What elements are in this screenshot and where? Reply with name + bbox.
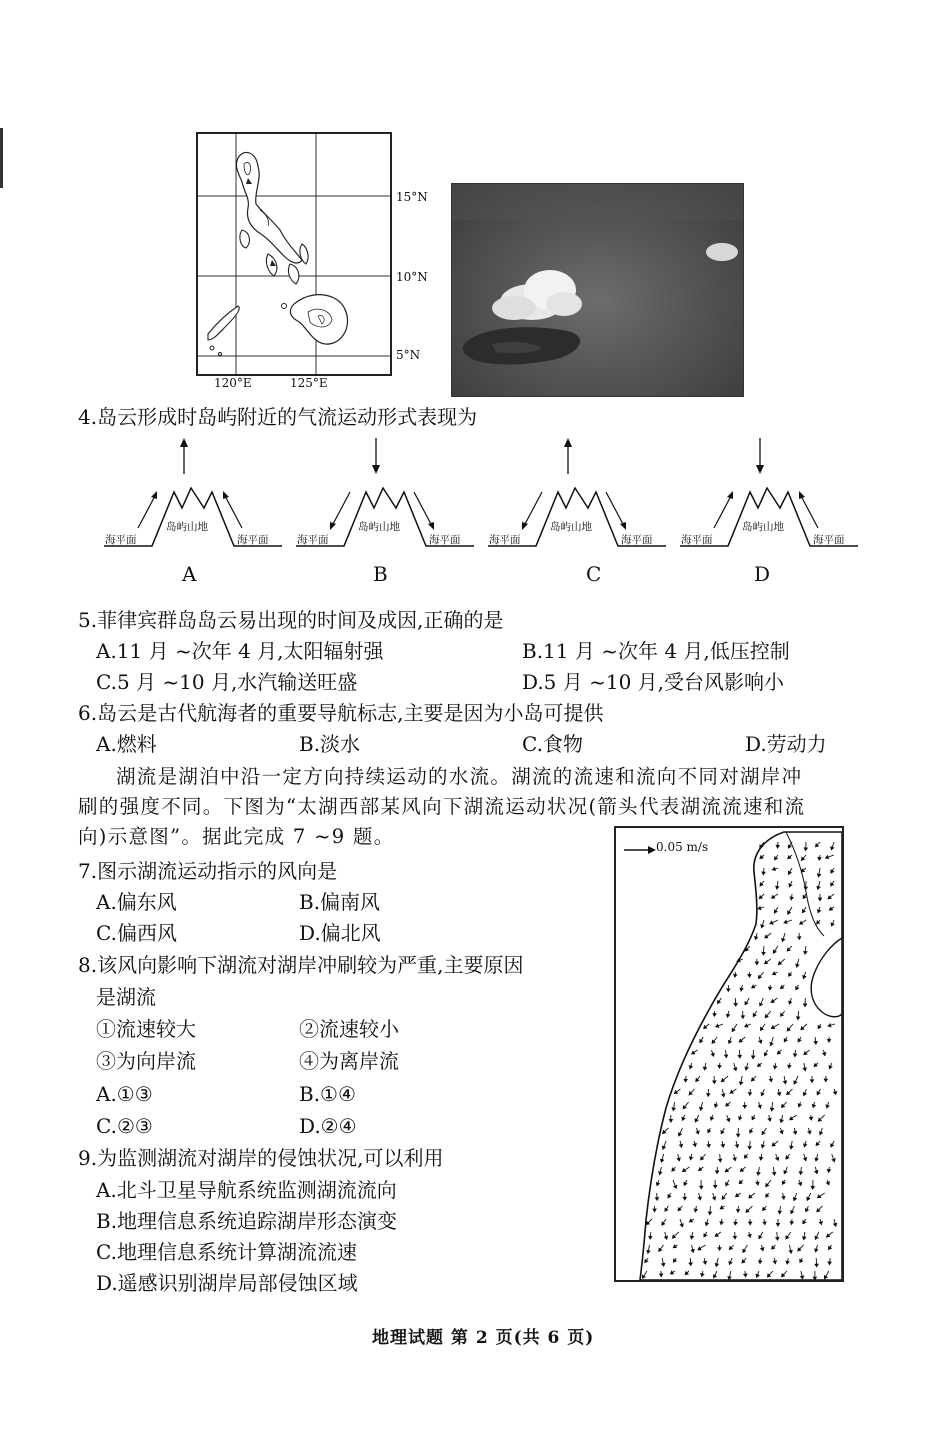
passage-line-3: 向)示意图”。据此完成 7 ~9 题。: [78, 825, 395, 848]
question-5: 5.菲律宾群岛岛云易出现的时间及成因,正确的是: [78, 608, 504, 632]
q6-option-b: B.淡水: [299, 732, 361, 756]
diagram-b: [292, 436, 482, 551]
diagram-d-sea-left: 海平面: [681, 534, 713, 546]
question-4: 4.岛云形成时岛屿附近的气流运动形式表现为: [78, 405, 478, 429]
q8-item-1: ①流速较大: [96, 1017, 196, 1041]
q8-item-2: ②流速较小: [299, 1017, 399, 1041]
q8-option-c: C.②③: [96, 1114, 153, 1138]
diagram-c: [484, 436, 674, 551]
lat-label-15n: 15°N: [396, 190, 428, 204]
q9-option-a: A.北斗卫星导航系统监测湖流流向: [96, 1178, 397, 1202]
diagram-b-letter: B: [373, 562, 388, 586]
lake-current-map: [614, 826, 844, 1282]
page-footer: 地理试题 第 2 页(共 6 页): [372, 1328, 595, 1348]
diagram-b-sea-right: 海平面: [429, 534, 461, 546]
island-cloud-photo: [451, 183, 744, 397]
lake-scale-label: 0.05 m/s: [656, 840, 709, 854]
question-6: 6.岛云是古代航海者的重要导航标志,主要是因为小岛可提供: [78, 701, 604, 725]
q7-option-d: D.偏北风: [299, 921, 381, 945]
lon-label-120e: 120°E: [214, 376, 252, 390]
q6-option-d: D.劳动力: [745, 732, 827, 756]
lon-label-125e: 125°E: [290, 376, 328, 390]
q8-option-a: A.①③: [96, 1082, 153, 1106]
philippines-map: [196, 132, 392, 376]
q9-option-d: D.遥感识别湖岸局部侵蚀区域: [96, 1271, 358, 1295]
passage-line-2: 刷的强度不同。下图为“太湖西部某风向下湖流运动状况(箭头代表湖流流速和流: [78, 795, 806, 818]
diagram-a-sea-left: 海平面: [105, 534, 137, 546]
diagram-b-mountain: 岛屿山地: [358, 521, 400, 533]
q8-item-3: ③为向岸流: [96, 1049, 196, 1073]
q5-option-d: D.5 月 ~10 月,受台风影响小: [522, 670, 785, 694]
q7-option-a: A.偏东风: [96, 890, 177, 914]
q5-option-c: C.5 月 ~10 月,水汽输送旺盛: [96, 670, 358, 694]
q5-option-b: B.11 月 ~次年 4 月,低压控制: [522, 639, 790, 663]
lat-label-10n: 10°N: [396, 270, 428, 284]
diagram-b-sea-left: 海平面: [297, 534, 329, 546]
question-7: 7.图示湖流运动指示的风向是: [78, 859, 338, 883]
q6-option-c: C.食物: [522, 732, 583, 756]
question-8-line-1: 8.该风向影响下湖流对湖岸冲刷较为严重,主要原因: [78, 953, 524, 977]
diagram-d: [676, 436, 866, 551]
diagram-d-mountain: 岛屿山地: [742, 521, 784, 533]
q7-option-c: C.偏西风: [96, 921, 177, 945]
q8-option-d: D.②④: [299, 1114, 357, 1138]
q5-option-a: A.11 月 ~次年 4 月,太阳辐射强: [96, 639, 384, 663]
question-8-line-2: 是湖流: [96, 985, 156, 1009]
diagram-c-mountain: 岛屿山地: [550, 521, 592, 533]
diagram-a-sea-right: 海平面: [237, 534, 269, 546]
q6-option-a: A.燃料: [96, 732, 157, 756]
q9-option-b: B.地理信息系统追踪湖岸形态演变: [96, 1209, 398, 1233]
diagram-d-sea-right: 海平面: [813, 534, 845, 546]
q8-item-4: ④为离岸流: [299, 1049, 399, 1073]
diagram-c-letter: C: [586, 562, 602, 586]
diagram-a: [100, 436, 290, 551]
lake-current-drawing: [616, 828, 842, 1280]
diagram-c-sea-left: 海平面: [489, 534, 521, 546]
q9-option-c: C.地理信息系统计算湖流流速: [96, 1240, 357, 1264]
diagram-c-sea-right: 海平面: [621, 534, 653, 546]
diagram-d-letter: D: [754, 562, 771, 586]
diagram-a-mountain: 岛屿山地: [166, 521, 208, 533]
philippines-map-drawing: [198, 134, 390, 374]
q7-option-b: B.偏南风: [299, 890, 381, 914]
diagram-a-letter: A: [182, 562, 197, 586]
question-9: 9.为监测湖流对湖岸的侵蚀状况,可以利用: [78, 1146, 444, 1170]
scan-edge-mark: [0, 128, 3, 188]
passage-line-1: 湖流是湖泊中沿一定方向持续运动的水流。湖流的流速和流向不同对湖岸冲: [116, 765, 803, 788]
lat-label-5n: 5°N: [396, 348, 421, 362]
q8-option-b: B.①④: [299, 1082, 356, 1106]
